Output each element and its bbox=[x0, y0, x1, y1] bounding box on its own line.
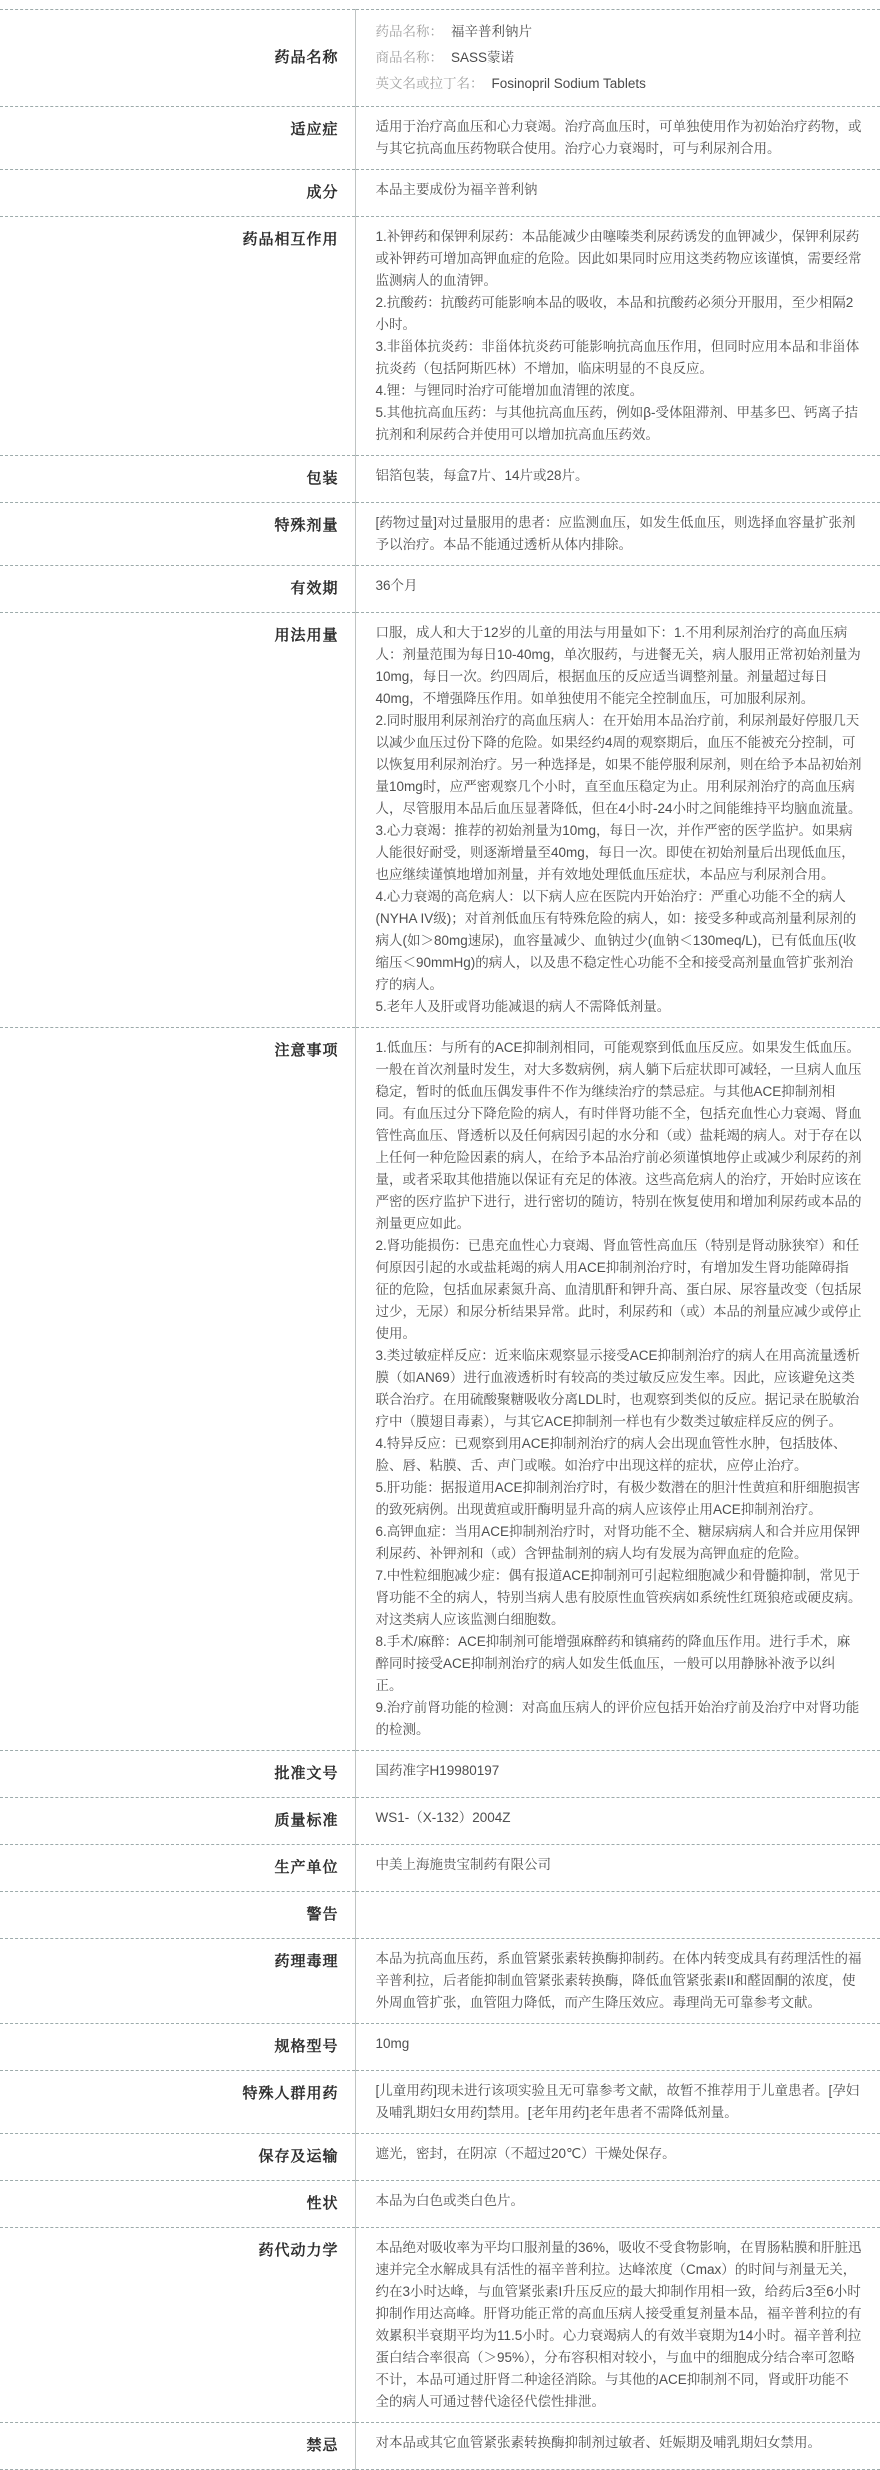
row-content bbox=[355, 1939, 880, 2024]
table-row bbox=[0, 1028, 880, 1751]
row-label: 药理毒理 bbox=[0, 1939, 355, 2024]
row-label: 批准文号 bbox=[0, 1751, 355, 1798]
table-row bbox=[0, 170, 880, 217]
english-name-line bbox=[376, 71, 863, 97]
row-content bbox=[355, 1751, 880, 1798]
table-row bbox=[0, 2423, 880, 2470]
content-paragraph: 口服，成人和大于12岁的儿童的用法与用量如下：1.不用利尿剂治疗的高血压病人：剂量范围为每日10-40mg，单次服药，与进餐无关，病人服用正常初始剂量为10mg，每日一次。约四周后，根据血压的反应适当调整剂量。剂量超过每日40mg，不增强降压作用。如单独使用不能完全控制血压，可加服利尿剂。 bbox=[375, 625, 861, 706]
content-paragraph: 中美上海施贵宝制药有限公司 bbox=[375, 1857, 551, 1872]
row-label: 特殊人群用药 bbox=[0, 2071, 355, 2134]
sub-value: 福辛普利钠片 bbox=[451, 24, 532, 39]
row-content bbox=[355, 2071, 880, 2134]
drug-info-table bbox=[0, 9, 880, 2470]
row-label: 生产单位 bbox=[0, 1845, 355, 1892]
row-label: 规格型号 bbox=[0, 2024, 355, 2071]
content-paragraph: 4.心力衰竭的高危病人：以下病人应在医院内开始治疗：严重心功能不全的病人(NYHA IV级)；对首剂低血压有特殊危险的病人，如：接受多种或高剂量利尿剂的病人(如＞80mg速尿)，血容量减少、血钠过少(血钠＜130meq/L)，已有低血压(收缩压＜90mmHg)的病人，以及患不稳定性心功能不全和接受高剂量血管扩张剂治疗的病人。 bbox=[375, 889, 857, 992]
row-content bbox=[355, 566, 880, 613]
drug-name-line bbox=[376, 19, 863, 45]
table-row bbox=[0, 1751, 880, 1798]
row-content bbox=[355, 2181, 880, 2228]
row-label: 用法用量 bbox=[0, 613, 355, 1028]
row-content bbox=[355, 10, 880, 107]
content-paragraph: 3.非甾体抗炎药：非甾体抗炎药可能影响抗高血压作用，但同时应用本品和非甾体抗炎药（包括阿斯匹林）不增加，临床明显的不良反应。 bbox=[375, 339, 860, 376]
content-paragraph: 遮光，密封，在阴凉（不超过20℃）干燥处保存。 bbox=[375, 2146, 676, 2161]
content-paragraph: 4.特异反应：已观察到用ACE抑制剂治疗的病人会出现血管性水肿，包括肢体、脸、唇、粘膜、舌、声门或喉。如治疗中出现这样的症状，应停止治疗。 bbox=[375, 1436, 847, 1473]
content-paragraph: 7.中性粒细胞减少症：偶有报道ACE抑制剂可引起粒细胞减少和骨髓抑制，常见于肾功能不全的病人，特别当病人患有胶原性血管疾病如系统性红斑狼疮或硬皮病。对这类病人应该监测白细胞数。 bbox=[375, 1568, 862, 1627]
table-row bbox=[0, 566, 880, 613]
content-paragraph: 6.高钾血症：当用ACE抑制剂治疗时，对肾功能不全、糖尿病病人和合并应用保钾利尿药、补钾剂和（或）含钾盐制剂的病人均有发展为高钾血症的危险。 bbox=[375, 1524, 861, 1561]
row-content bbox=[355, 503, 880, 566]
table-row bbox=[0, 10, 880, 107]
table-row bbox=[0, 1845, 880, 1892]
row-label: 注意事项 bbox=[0, 1028, 355, 1751]
row-content bbox=[355, 613, 880, 1028]
row-content bbox=[355, 217, 880, 456]
row-content bbox=[355, 2134, 880, 2181]
table-row bbox=[0, 613, 880, 1028]
content-paragraph: 对本品或其它血管紧张素转换酶抑制剂过敏者、妊娠期及哺乳期妇女禁用。 bbox=[375, 2435, 821, 2450]
content-paragraph: 10mg bbox=[375, 2036, 410, 2051]
row-content bbox=[355, 2423, 880, 2470]
row-label: 警告 bbox=[0, 1892, 355, 1939]
row-label: 禁忌 bbox=[0, 2423, 355, 2470]
sub-label: 英文名或拉丁名： bbox=[375, 76, 484, 91]
sub-value: SASS蒙诺 bbox=[451, 50, 515, 65]
row-label: 药代动力学 bbox=[0, 2228, 355, 2423]
content-paragraph: 2.抗酸药：抗酸药可能影响本品的吸收，本品和抗酸药必须分开服用，至少相隔2小时。 bbox=[375, 295, 854, 332]
content-paragraph: 9.治疗前肾功能的检测：对高血压病人的评价应包括开始治疗前及治疗中对肾功能的检测。 bbox=[375, 1700, 860, 1737]
content-paragraph: 本品主要成份为福辛普利钠 bbox=[375, 182, 538, 197]
table-row bbox=[0, 1939, 880, 2024]
content-paragraph: 本品绝对吸收率为平均口服剂量的36%，吸收不受食物影响，在胃肠粘膜和肝脏迅速并完全水解成具有活性的福辛普利拉。达峰浓度（Cmax）的时间与剂量无关，约在3小时达峰，与血管紧张素I升压反应的最大抑制作用相一致，给药后3至6小时抑制作用达高峰。肝肾功能正常的高血压病人接受重复剂量本品，福辛普利拉的有效累积半衰期平均为11.5小时。心力衰竭病人的有效半衰期为14小时。福辛普利拉蛋白结合率很高（＞95%），分布容积相对较小，与血中的细胞成分结合率可忽略不计，本品可通过肝肾二种途径消除。与其他的ACE抑制剂不同，肾或肝功能不全的病人可通过替代途径代偿性排泄。 bbox=[375, 2240, 862, 2409]
sub-label: 药品名称： bbox=[375, 24, 443, 39]
table-row bbox=[0, 2134, 880, 2181]
table-row bbox=[0, 107, 880, 170]
table-row bbox=[0, 217, 880, 456]
table-row bbox=[0, 1798, 880, 1845]
row-content bbox=[355, 107, 880, 170]
row-label: 药品名称 bbox=[0, 10, 355, 107]
content-paragraph: 5.肝功能：据报道用ACE抑制剂治疗时，有极少数潜在的胆汁性黄疸和肝细胞损害的致死病例。出现黄疸或肝酶明显升高的病人应该停止用ACE抑制剂治疗。 bbox=[375, 1480, 861, 1517]
table-row bbox=[0, 456, 880, 503]
row-label: 药品相互作用 bbox=[0, 217, 355, 456]
row-content bbox=[355, 1892, 880, 1939]
content-paragraph: 3.心力衰竭：推荐的初始剂量为10mg，每日一次，并作严密的医学监护。如果病人能很好耐受，则逐渐增量至40mg，每日一次。即使在初始剂量后出现低血压，也应继续谨慎地增加剂量，并有效地处理低血压症状，本品应与利尿剂合用。 bbox=[375, 823, 855, 882]
row-label: 质量标准 bbox=[0, 1798, 355, 1845]
row-content bbox=[355, 1798, 880, 1845]
row-label: 包装 bbox=[0, 456, 355, 503]
content-paragraph: WS1-（X-132）2004Z bbox=[375, 1810, 511, 1825]
table-row bbox=[0, 503, 880, 566]
row-label: 保存及运输 bbox=[0, 2134, 355, 2181]
content-paragraph: 4.锂：与锂同时治疗可能增加血清锂的浓度。 bbox=[375, 383, 644, 398]
content-paragraph: 本品为白色或类白色片。 bbox=[375, 2193, 524, 2208]
content-paragraph: 3.类过敏症样反应：近来临床观察显示接受ACE抑制剂治疗的病人在用高流量透析膜（如AN69）进行血液透析时有较高的类过敏反应发生率。因此，应该避免这类联合治疗。在用硫酸聚糖吸收分离LDL时，也观察到类似的反应。据记录在脱敏治疗中（膜翅目毒素），与其它ACE抑制剂一样也有少数类过敏症样反应的例子。 bbox=[375, 1348, 861, 1429]
content-paragraph: 5.其他抗高血压药：与其他抗高血压药，例如β-受体阻滞剂、甲基多巴、钙离子拮抗剂和利尿药合并使用可以增加抗高血压药效。 bbox=[375, 405, 859, 442]
content-paragraph: [儿童用药]现未进行该项实验且无可靠参考文献，故暂不推荐用于儿童患者。[孕妇及哺乳期妇女用药]禁用。[老年用药]老年患者不需降低剂量。 bbox=[375, 2083, 860, 2120]
content-paragraph: 2.同时服用利尿剂治疗的高血压病人：在开始用本品治疗前，利尿剂最好停服几天以减少血压过份下降的危险。如果经约4周的观察期后，血压不能被充分控制，可以恢复用利尿剂治疗。另一种选择是，如果不能停服利尿剂，则在给予本品初始剂量10mg时，应严密观察几个小时，直至血压稳定为止。用利尿剂治疗的高血压病人，尽管服用本品后血压显著降低，但在4小时-24小时之间能维持平均脑血流量。 bbox=[375, 713, 862, 816]
table-row bbox=[0, 2228, 880, 2423]
content-paragraph: 5.老年人及肝或肾功能减退的病人不需降低剂量。 bbox=[375, 999, 671, 1014]
content-paragraph: 8.手术/麻醉：ACE抑制剂可能增强麻醉药和镇痛药的降血压作用。进行手术，麻醉同时接受ACE抑制剂治疗的病人如发生低血压，一般可以用静脉补液予以纠正。 bbox=[375, 1634, 851, 1693]
sub-value: Fosinopril Sodium Tablets bbox=[491, 76, 646, 91]
table-row bbox=[0, 1892, 880, 1939]
table-row bbox=[0, 2024, 880, 2071]
sub-label: 商品名称： bbox=[375, 50, 443, 65]
content-paragraph bbox=[376, 1901, 863, 1927]
row-label: 性状 bbox=[0, 2181, 355, 2228]
row-content bbox=[355, 1845, 880, 1892]
table-row bbox=[0, 2181, 880, 2228]
content-paragraph: 1.补钾药和保钾利尿药：本品能减少由噻嗪类利尿药诱发的血钾减少，保钾利尿药或补钾药可增加高钾血症的危险。因此如果同时应用这类药物应该谨慎，需要经常监测病人的血清钾。 bbox=[375, 229, 862, 288]
content-paragraph: 36个月 bbox=[375, 578, 418, 593]
row-content bbox=[355, 1028, 880, 1751]
content-paragraph: 适用于治疗高血压和心力衰竭。治疗高血压时，可单独使用作为初始治疗药物，或与其它抗高血压药物联合使用。治疗心力衰竭时，可与利尿剂合用。 bbox=[375, 119, 862, 156]
row-label: 有效期 bbox=[0, 566, 355, 613]
row-content bbox=[355, 170, 880, 217]
row-label: 成分 bbox=[0, 170, 355, 217]
content-paragraph: [药物过量]对过量服用的患者：应监测血压，如发生低血压，则选择血容量扩张剂予以治疗。本品不能通过透析从体内排除。 bbox=[375, 515, 856, 552]
content-paragraph: 1.低血压：与所有的ACE抑制剂相同，可能观察到低血压反应。如果发生低血压。一般在首次剂量时发生，对大多数病例，病人躺下后症状即可减轻，一旦病人血压稳定，暂时的低血压偶发事件不作为继续治疗的禁忌症。与其他ACE抑制剂相同。有血压过分下降危险的病人，有时伴肾功能不全，包括充血性心力衰竭、肾血管性高血压、肾透析以及任何病因引起的水分和（或）盐耗竭的病人。对于存在以上任何一种危险因素的病人，在给予本品治疗前必须谨慎地停止或减少利尿药的剂量，或者采取其他措施以保证有充足的体液。这些高危病人的治疗，开始时应该在严密的医疗监护下进行，进行密切的随访，特别在恢复使用和增加利尿药或本品的剂量更应如此。 bbox=[375, 1040, 862, 1231]
row-content bbox=[355, 456, 880, 503]
content-paragraph: 本品为抗高血压药，系血管紧张素转换酶抑制药。在体内转变成具有药理活性的福辛普利拉，后者能抑制血管紧张素转换酶，降低血管紧张素II和醛固酮的浓度，使外周血管扩张，血管阻力降低，而产生降压效应。毒理尚无可靠参考文献。 bbox=[375, 1951, 862, 2010]
content-paragraph: 铝箔包装，每盒7片、14片或28片。 bbox=[375, 468, 589, 483]
row-label: 适应症 bbox=[0, 107, 355, 170]
content-paragraph: 国药准字H19980197 bbox=[375, 1763, 500, 1778]
content-paragraph: 2.肾功能损伤：已患充血性心力衰竭、肾血管性高血压（特别是肾动脉狭窄）和任何原因引起的水或盐耗竭的病人用ACE抑制剂治疗时，有增加发生肾功能障碍指征的危险，包括血尿素氮升高、血清肌酐和钾升高、蛋白尿、尿容量改变（包括尿过少，无尿）和尿分析结果异常。此时，利尿药和（或）本品的剂量应减少或停止使用。 bbox=[375, 1238, 862, 1341]
table-row bbox=[0, 2071, 880, 2134]
row-content bbox=[355, 2228, 880, 2423]
row-label: 特殊剂量 bbox=[0, 503, 355, 566]
trade-name-line bbox=[376, 45, 863, 71]
row-content bbox=[355, 2024, 880, 2071]
